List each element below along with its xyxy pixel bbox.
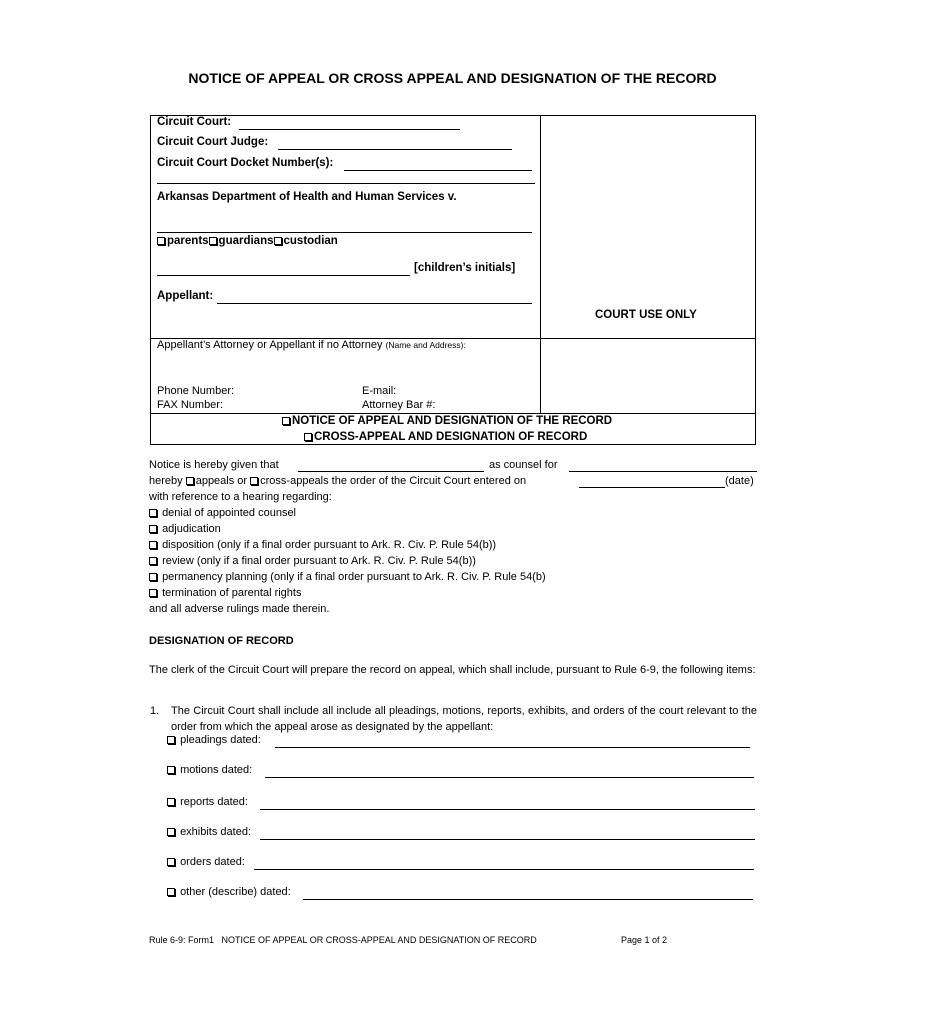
cross-appeal-option (304, 431, 587, 443)
disposition-label: disposition (only if a final order pursuant to Ark. R. Civ. P. Rule 54(b)) (162, 539, 497, 551)
counsel-name-field[interactable] (298, 471, 484, 472)
appellant-label: Appellant: (157, 290, 214, 302)
custodian-checkbox[interactable] (274, 237, 282, 245)
fax-label: FAX Number: (157, 399, 224, 411)
reports-checkbox[interactable] (167, 798, 175, 806)
appeals-checkbox[interactable] (186, 477, 194, 485)
notice-line-2 (149, 474, 757, 490)
adjudication-checkbox[interactable] (149, 525, 157, 533)
notice-line-1 (149, 458, 757, 474)
designation-intro: The clerk of the Circuit Court will prepare the record on appeal, which shall include, pursuant to Rule 6-9, the following items: (149, 664, 756, 676)
circuit-court-judge-label: Circuit Court Judge: (157, 136, 269, 148)
notice-given-text: Notice is hereby given that (149, 459, 279, 471)
pleadings-label: pleadings dated: (180, 734, 261, 746)
hearing-option (149, 538, 757, 554)
hereby-text: hereby (149, 475, 183, 487)
notice-of-appeal-label: NOTICE OF APPEAL AND DESIGNATION OF THE RECORD (292, 415, 613, 427)
denial-counsel-label: denial of appointed counsel (162, 507, 297, 519)
childrens-initials-field[interactable] (157, 275, 410, 276)
exhibits-checkbox[interactable] (167, 828, 175, 836)
respondent-name-field[interactable] (157, 232, 532, 233)
reports-label: reports dated: (180, 796, 248, 808)
attorney-label (157, 339, 466, 351)
court-use-only-label: COURT USE ONLY (595, 309, 697, 321)
cross-appeal-label: CROSS-APPEAL AND DESIGNATION OF RECORD (314, 431, 588, 443)
permanency-planning-label: permanency planning (only if a final order pursuant to Ark. R. Civ. P. Rule 54(b) (162, 571, 546, 583)
attorney-bar-label: Attorney Bar #: (362, 399, 436, 411)
custodian-label: custodian (283, 235, 338, 247)
other-checkbox[interactable] (167, 888, 175, 896)
notice-of-appeal-checkbox[interactable] (282, 417, 290, 425)
appeals-text: appeals or (195, 475, 248, 487)
agency-versus-label: Arkansas Department of Health and Human Services v. (157, 191, 457, 203)
hearing-option (149, 506, 757, 522)
adverse-rulings-text: and all adverse rulings made therein. (149, 603, 330, 615)
appellant-field[interactable] (217, 303, 532, 304)
hearing-option (149, 522, 757, 538)
parents-label: parents (167, 235, 209, 247)
docket-numbers-label: Circuit Court Docket Number(s): (157, 157, 334, 169)
cross-appeals-checkbox[interactable] (250, 477, 258, 485)
attorney-note: (Name and Address): (385, 340, 466, 350)
footer-form-id: Rule 6-9: Form1 NOTICE OF APPEAL OR CROSS-APPEAL AND DESIGNATION OF RECORD (149, 935, 537, 945)
respondent-type-options (157, 235, 338, 247)
exhibits-row (167, 826, 251, 838)
disposition-checkbox[interactable] (149, 541, 157, 549)
circuit-court-label: Circuit Court: (157, 116, 232, 128)
denial-counsel-checkbox[interactable] (149, 509, 157, 517)
review-checkbox[interactable] (149, 557, 157, 565)
review-label: review (only if a final order pursuant to Ark. R. Civ. P. Rule 54(b)) (162, 555, 476, 567)
termination-label: termination of parental rights (162, 587, 302, 599)
attorney-label-text: Appellant’s Attorney or Appellant if no Attorney (157, 339, 383, 351)
pleadings-row (167, 734, 261, 746)
hearing-option (149, 570, 757, 586)
parents-checkbox[interactable] (157, 237, 165, 245)
orders-checkbox[interactable] (167, 858, 175, 866)
other-date-field[interactable] (303, 899, 753, 900)
client-name-field[interactable] (569, 471, 757, 472)
notice-section (149, 458, 757, 618)
separator-line (157, 183, 535, 184)
reports-row (167, 796, 248, 808)
hearing-option (149, 586, 757, 602)
pleadings-checkbox[interactable] (167, 736, 175, 744)
item-1-number: 1. (150, 705, 160, 717)
orders-date-field[interactable] (254, 869, 754, 870)
date-label: (date) (725, 475, 754, 487)
cross-appeal-checkbox[interactable] (304, 433, 312, 441)
guardians-checkbox[interactable] (209, 237, 217, 245)
circuit-court-judge-field[interactable] (278, 149, 512, 150)
vertical-divider-lower (540, 338, 541, 413)
circuit-court-field[interactable] (239, 129, 460, 130)
guardians-label: guardians (218, 235, 274, 247)
as-counsel-for-text: as counsel for (489, 459, 558, 471)
orders-label: orders dated: (180, 856, 245, 868)
motions-date-field[interactable] (265, 777, 754, 778)
order-date-field[interactable] (579, 487, 725, 488)
designation-heading: DESIGNATION OF RECORD (149, 635, 294, 647)
termination-checkbox[interactable] (149, 589, 157, 597)
hearing-option (149, 554, 757, 570)
adjudication-label: adjudication (162, 523, 221, 535)
motions-checkbox[interactable] (167, 766, 175, 774)
other-row (167, 886, 291, 898)
other-label: other (describe) dated: (180, 886, 291, 898)
horizontal-divider-2 (151, 413, 755, 414)
cross-appeals-text: cross-appeals the order of the Circuit Court entered on (260, 475, 527, 487)
phone-label: Phone Number: (157, 385, 235, 397)
exhibits-label: exhibits dated: (180, 826, 251, 838)
pleadings-date-field[interactable] (275, 747, 750, 748)
motions-row (167, 764, 252, 776)
motions-label: motions dated: (180, 764, 253, 776)
orders-row (167, 856, 245, 868)
childrens-initials-label: [children’s initials] (414, 262, 516, 274)
footer-page-number: Page 1 of 2 (621, 935, 668, 945)
exhibits-date-field[interactable] (260, 839, 755, 840)
permanency-planning-checkbox[interactable] (149, 573, 157, 581)
form-title: NOTICE OF APPEAL OR CROSS APPEAL AND DESIGNATION OF THE RECORD (188, 70, 717, 86)
item-1 (149, 704, 757, 735)
item-1-text: The Circuit Court shall include all include all pleadings, motions, reports, exhibits, and orders of the court relevant to the order from which the appeal arose as designated by the appellant: (171, 705, 757, 733)
reports-date-field[interactable] (260, 809, 755, 810)
notice-of-appeal-option (282, 415, 612, 427)
docket-numbers-field[interactable] (344, 170, 532, 171)
caption-box (150, 115, 756, 445)
hearing-regarding-text: with reference to a hearing regarding: (149, 491, 332, 503)
email-label: E-mail: (362, 385, 397, 397)
